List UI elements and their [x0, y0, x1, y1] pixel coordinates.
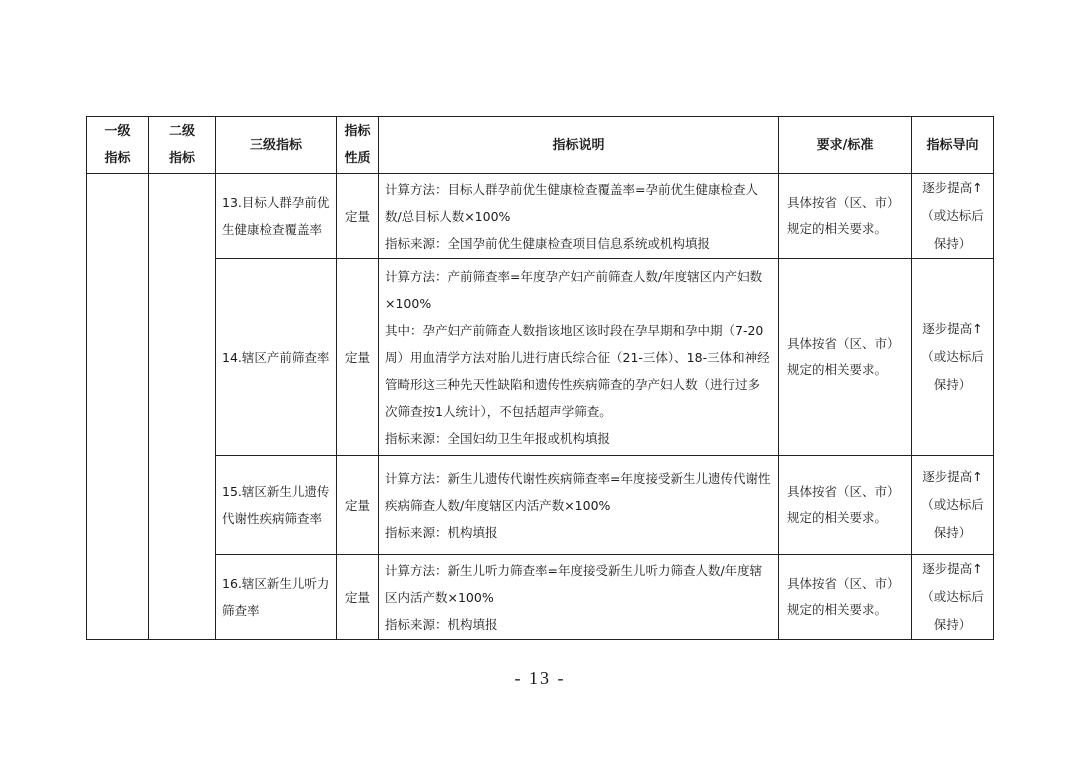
direction-line1: 逐步提高↑ [922, 469, 983, 484]
header-level1-line2: 指标 [104, 151, 131, 166]
direction-line2: （或达标后 [921, 497, 984, 512]
level2-cell [149, 174, 216, 640]
header-level2-line1: 二级 [168, 124, 195, 139]
header-level3: 三级指标 [216, 117, 337, 174]
indicator-name: 13.目标人群孕前优生健康检查覆盖率 [216, 174, 337, 259]
indicator-table [86, 116, 994, 640]
direction-line1: 逐步提高↑ [922, 561, 983, 576]
table-body [87, 174, 994, 640]
table-row [87, 456, 994, 555]
note-text: 其中：孕产妇产前筛查人数指该地区该时段在孕早期和孕中期（7-20周）用血清学方法对胎儿进行唐氏综合征（21-三体）、18-三体和神经管畸形这三种先天性缺陷和遗传性疾病筛查的孕产妇人数（进行过多次筛查按1人统计），不包括超声学筛查。 [385, 322, 770, 419]
header-level2 [149, 117, 216, 174]
indicator-description [379, 259, 779, 456]
indicator-description [379, 555, 779, 640]
header-level1-line1: 一级 [104, 124, 131, 139]
header-level1 [87, 117, 149, 174]
page-number: - 13 - [514, 668, 566, 688]
indicator-nature: 定量 [337, 555, 379, 640]
indicator-requirement: 具体按省（区、市）规定的相关要求。 [779, 555, 912, 640]
direction-line2: （或达标后 [921, 349, 984, 364]
indicator-description [379, 456, 779, 555]
source-text: 指标来源：机构填报 [385, 616, 498, 632]
direction-line1: 逐步提高↑ [922, 180, 983, 195]
indicator-direction [912, 174, 994, 259]
direction-line1: 逐步提高↑ [922, 321, 983, 336]
indicator-direction [912, 555, 994, 640]
header-nature-line1: 指标 [344, 124, 371, 139]
indicator-requirement: 具体按省（区、市）规定的相关要求。 [779, 259, 912, 456]
header-nature-line2: 性质 [344, 151, 371, 166]
direction-line3: 保持） [933, 525, 972, 540]
indicator-nature: 定量 [337, 456, 379, 555]
header-nature [337, 117, 379, 174]
indicator-nature: 定量 [337, 174, 379, 259]
indicator-requirement: 具体按省（区、市）规定的相关要求。 [779, 456, 912, 555]
indicator-nature: 定量 [337, 259, 379, 456]
table-row [87, 259, 994, 456]
indicator-requirement: 具体按省（区、市）规定的相关要求。 [779, 174, 912, 259]
calc-method-text: 计算方法：目标人群孕前优生健康检查覆盖率=孕前优生健康检查人数/总目标人数×100% [385, 181, 758, 224]
table-header [87, 117, 994, 174]
indicator-description [379, 174, 779, 259]
source-text: 指标来源：全国妇幼卫生年报或机构填报 [385, 430, 611, 446]
calc-method-text: 计算方法：产前筛查率=年度孕产妇产前筛查人数/年度辖区内产妇数×100% [385, 268, 763, 311]
level1-cell [87, 174, 149, 640]
direction-line3: 保持） [933, 617, 972, 632]
direction-line2: （或达标后 [921, 589, 984, 604]
indicator-name: 15.辖区新生儿遗传代谢性疾病筛查率 [216, 456, 337, 555]
table-row [87, 174, 994, 259]
indicator-name: 16.辖区新生儿听力筛查率 [216, 555, 337, 640]
header-description: 指标说明 [379, 117, 779, 174]
table-row [87, 555, 994, 640]
direction-line2: （或达标后 [921, 208, 984, 223]
header-requirement: 要求/标准 [779, 117, 912, 174]
header-level2-line2: 指标 [168, 151, 195, 166]
calc-method-text: 计算方法：新生儿听力筛查率=年度接受新生儿听力筛查人数/年度辖区内活产数×100% [385, 562, 763, 605]
direction-line3: 保持） [933, 236, 972, 251]
indicator-direction [912, 456, 994, 555]
calc-method-text: 计算方法：新生儿遗传代谢性疾病筛查率=年度接受新生儿遗传代谢性疾病筛查人数/年度辖区内活产数×100% [385, 470, 771, 513]
source-text: 指标来源：机构填报 [385, 524, 498, 540]
direction-line3: 保持） [933, 377, 972, 392]
indicator-direction [912, 259, 994, 456]
indicator-name: 14.辖区产前筛查率 [216, 259, 337, 456]
header-direction: 指标导向 [912, 117, 994, 174]
source-text: 指标来源：全国孕前优生健康检查项目信息系统或机构填报 [385, 235, 711, 251]
